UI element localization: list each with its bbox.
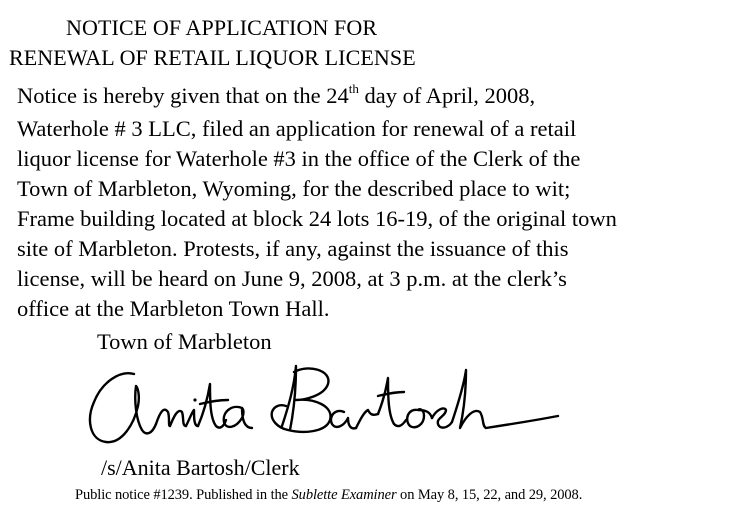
body-line-2: Waterhole # 3 LLC, filed an application for renewal of a retail	[17, 116, 577, 141]
handwritten-signature	[82, 360, 562, 460]
body-line-5: Frame building located at block 24 lots 16-19, of the original town	[17, 206, 617, 231]
publication-name: Sublette Examiner	[291, 487, 397, 503]
organization-name: Town of Marbleton	[97, 329, 272, 354]
publication-footer	[75, 486, 582, 504]
body-line-3: liquor license for Waterhole #3 in the office of the Clerk of the	[17, 146, 581, 171]
clerk-signature-line: /s/Anita Bartosh/Clerk	[101, 455, 300, 480]
ordinal-suffix: th	[348, 80, 359, 96]
notice-title-line-2: RENEWAL OF RETAIL LIQUOR LICENSE	[9, 45, 416, 70]
notice-title-line-1: NOTICE OF APPLICATION FOR	[66, 15, 378, 40]
body-line-7: license, will be heard on June 9, 2008, at 3 p.m. at the clerk’s	[17, 266, 567, 291]
body-line-1-text: Notice is hereby given that on the 24	[17, 83, 349, 108]
body-line-6: site of Marbleton. Protests, if any, against the issuance of this	[17, 236, 569, 261]
footer-dates: on May 8, 15, 22, and 29, 2008.	[396, 487, 583, 503]
body-line-1-rest: day of April, 2008,	[358, 83, 536, 108]
footer-text: Public notice #1239. Published in the	[75, 487, 292, 503]
body-line-1	[17, 80, 536, 109]
body-line-4: Town of Marbleton, Wyoming, for the described place to wit;	[17, 176, 571, 201]
body-line-8: office at the Marbleton Town Hall.	[17, 296, 330, 321]
